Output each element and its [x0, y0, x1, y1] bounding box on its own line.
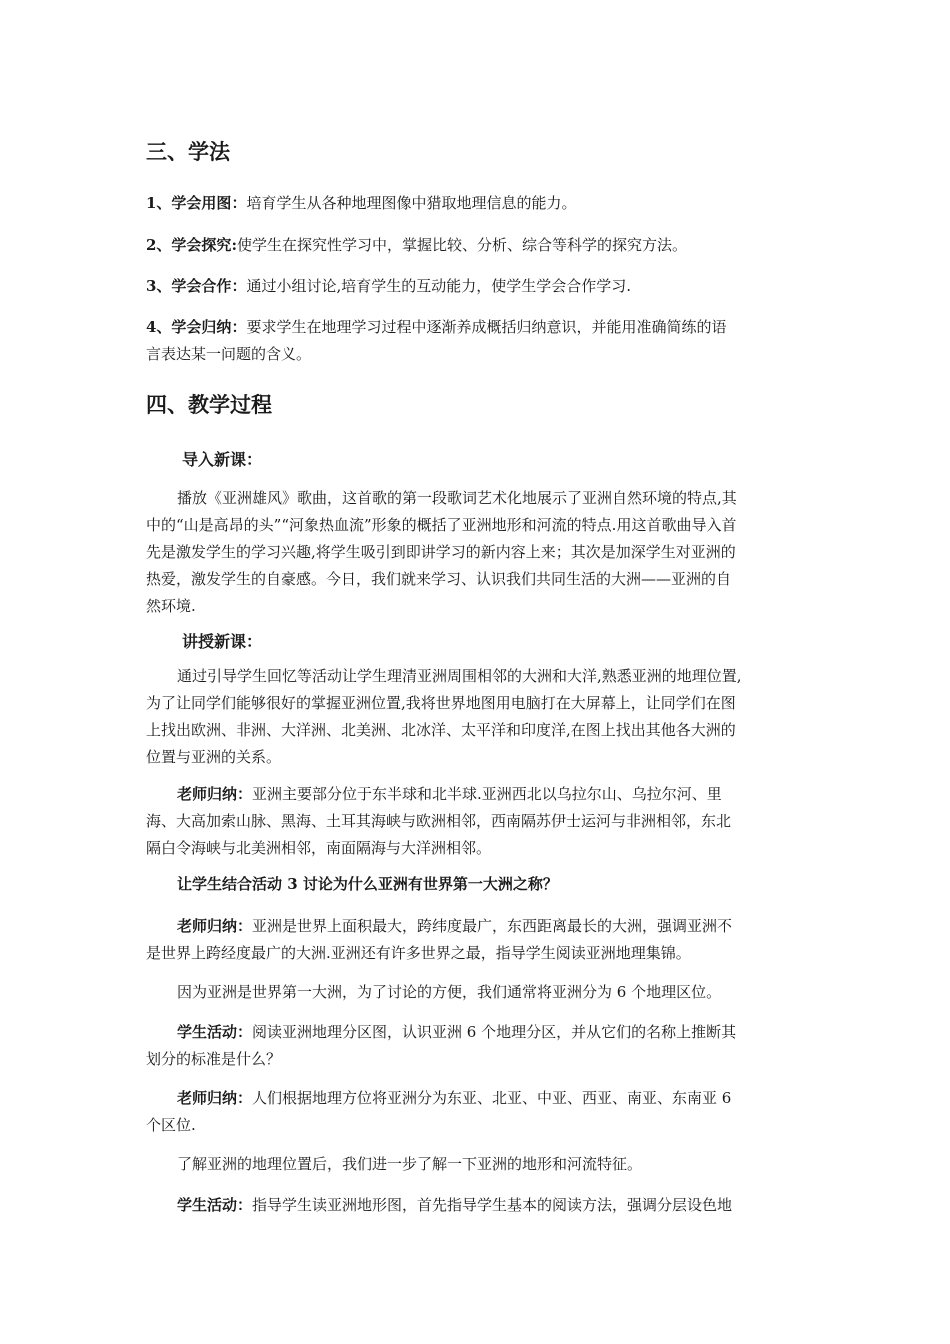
item-label: 1、学会用图：: [146, 194, 247, 212]
teach-heading: 讲授新课：: [182, 632, 263, 651]
intro-heading: 导入新课：: [182, 450, 263, 469]
paragraph-line: 热爱，激发学生的自豪感。今日，我们就来学习、认识我们共同生活的大洲——亚洲的自: [146, 570, 732, 588]
summary-label: 老师归纳：: [177, 1089, 253, 1107]
teacher-summary-3: [146, 1085, 806, 1139]
paragraph-line: 通过引导学生回忆等活动让学生理清亚洲周围相邻的大洲和大洋,熟悉亚洲的地理位置,: [177, 667, 742, 685]
activity-question: 让学生结合活动 3 讨论为什么亚洲有世界第一大洲之称？: [177, 875, 558, 893]
summary-label: 老师归纳：: [177, 785, 253, 803]
summary-text: 亚洲主要部分位于东半球和北半球.亚洲西北以乌拉尔山、乌拉尔河、里: [252, 785, 722, 803]
divide-paragraph: 因为亚洲是世界第一大洲，为了讨论的方便，我们通常将亚洲分为 6 个地理区位。: [177, 983, 722, 1001]
item-text-line1: 要求学生在地理学习过程中逐渐养成概括归纳意识，并能用准确简练的语: [246, 318, 727, 336]
learning-method-2: [146, 232, 806, 259]
item-label: 3、学会合作：: [146, 277, 247, 295]
paragraph-line: 为了让同学们能够很好的掌握亚洲位置,我将世界地图用电脑打在大屏幕上，让同学们在图: [146, 694, 736, 712]
summary-text: 是世界上跨经度最广的大洲.亚洲还有许多世界之最，指导学生阅读亚洲地理集锦。: [146, 944, 691, 962]
further-paragraph: 了解亚洲的地理位置后，我们进一步了解一下亚洲的地形和河流特征。: [177, 1155, 643, 1173]
learning-method-4: [146, 314, 806, 368]
summary-text: 个区位.: [146, 1116, 196, 1134]
activity-label: 学生活动：: [177, 1023, 253, 1041]
item-text: 通过小组讨论,培育学生的互动能力，使学生学会合作学习.: [246, 277, 631, 295]
intro-paragraph: [146, 485, 806, 620]
summary-label: 老师归纳：: [177, 917, 253, 935]
learning-method-1: [146, 190, 806, 217]
summary-text: 人们根据地理方位将亚洲分为东亚、北亚、中亚、西亚、南亚、东南亚 6: [252, 1089, 732, 1107]
paragraph-line: 中的“山是高昂的头”“河象热血流”形象的概括了亚洲地形和河流的特点.用这首歌曲导入首: [146, 516, 737, 534]
activity-text: 划分的标准是什么？: [146, 1050, 282, 1068]
teacher-summary-2: [146, 913, 806, 967]
item-text-line2: 言表达某一问题的含义。: [146, 345, 312, 363]
item-label: 4、学会归纳：: [146, 318, 247, 336]
section-3-heading: 三、学法: [146, 139, 230, 164]
item-text: 培育学生从各种地理图像中猎取地理信息的能力。: [246, 194, 577, 212]
section-4-heading: 四、教学过程: [146, 392, 272, 417]
paragraph-line: 位置与亚洲的关系。: [146, 748, 282, 766]
paragraph-line: 先是激发学生的学习兴趣,将学生吸引到即讲学习的新内容上来；其次是加深学生对亚洲的: [146, 543, 736, 561]
paragraph-line: 上找出欧洲、非洲、大洋洲、北美洲、北冰洋、太平洋和印度洋,在图上找出其他各大洲的: [146, 721, 736, 739]
teach-paragraph: [146, 663, 806, 771]
summary-text: 亚洲是世界上面积最大，跨纬度最广，东西距离最长的大洲，强调亚洲不: [252, 917, 733, 935]
teacher-summary-1: [146, 781, 806, 862]
item-text: 使学生在探究性学习中，掌握比较、分析、综合等科学的探究方法。: [236, 236, 687, 254]
summary-text: 海、大高加索山脉、黑海、土耳其海峡与欧洲相邻，西南隔苏伊士运河与非洲相邻，东北: [146, 812, 732, 830]
student-activity-2: [146, 1192, 806, 1219]
activity-label: 学生活动：: [177, 1196, 253, 1214]
paragraph-line: 播放《亚洲雄风》歌曲，这首歌的第一段歌词艺术化地展示了亚洲自然环境的特点,其: [177, 489, 737, 507]
paragraph-line: 然环境.: [146, 597, 196, 615]
student-activity-1: [146, 1019, 806, 1073]
item-label: 2、学会探究:: [146, 236, 237, 254]
activity-text: 阅读亚洲地理分区图，认识亚洲 6 个地理分区，并从它们的名称上推断其: [252, 1023, 737, 1041]
summary-text: 隔白令海峡与北美洲相邻，南面隔海与大洋洲相邻。: [146, 839, 492, 857]
learning-method-3: [146, 273, 806, 300]
activity-text: 指导学生读亚洲地形图，首先指导学生基本的阅读方法，强调分层设色地: [252, 1196, 733, 1214]
